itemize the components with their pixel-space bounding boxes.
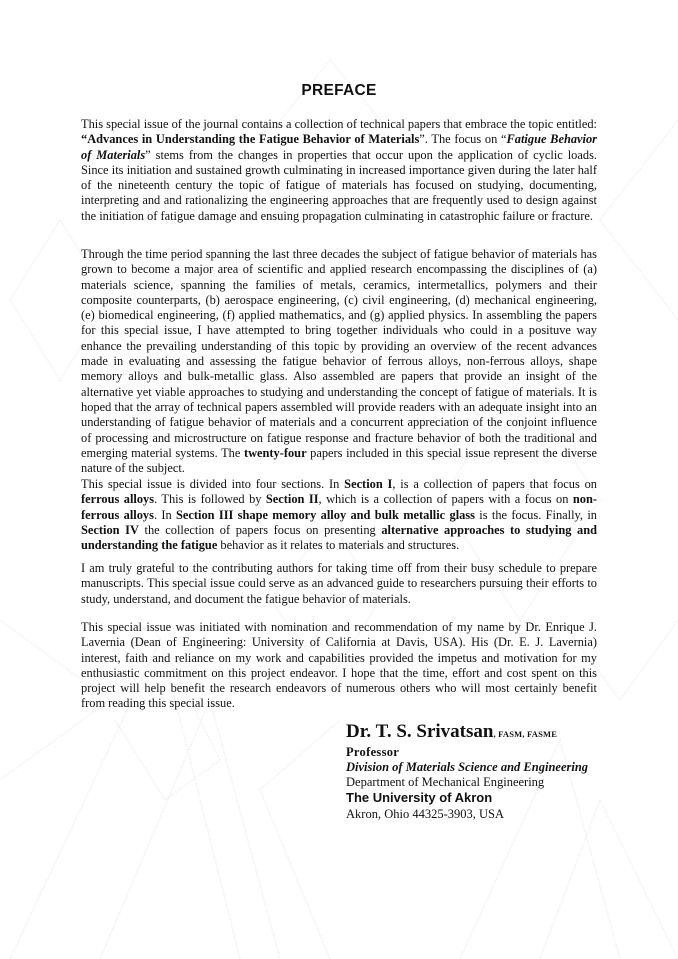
text-segment: I am truly grateful to the contributing authors for taking time off from their busy schedule to prepare manuscripts. This special issue could serve as an advanced guide to researchers pursuing their efforts to study, understand, and document the fatigue behavior of materials. <box>81 561 597 606</box>
author-role: Professor <box>346 745 400 759</box>
paragraph-acknowledgement <box>81 561 597 607</box>
author-division: Division of Materials Science and Engineering <box>346 760 589 774</box>
author-university: The University of Akron <box>346 790 493 805</box>
page-title: PREFACE <box>301 82 377 99</box>
text-segment: . In <box>153 507 177 522</box>
text-segment: Through the time period spanning the last three decades the subject of fatigue behavior of materials has grown to become a major area of scientific and applied research encompassing the disciplines of (a) materials science, spanning the families of metals, ceramics, intermetallics, polymers and their composite counterparts, (b) aerospace engineering, (c) civil engineering, (d) mechanical engineering, (e) biomedical engineering, (f) applied mathematics, and (g) applied physics. In assembling the papers for this special issue, I have attempted to bring together individuals who could in a posituve way enhance the prevailing understanding of this topic by providing an overview of the recent advances made in evaluating and assessing the fatigue behavior of ferrous alloys, non-ferrous alloys, shape memory alloys and bulk-metallic glass. Also assembled are papers that provide an insight of the alternative yet viable approaches to studying and understanding the concept of fatigue of materials. It is hoped that the array of technical papers assembled will provide readers with an adequate insight into an understanding of fatigue behavior of materials and a concurrent appreciation of the conjoint influence of processing and microstructure on fatigue response and fracture behavior of both the traditional and emerging material systems. The <box>81 247 597 460</box>
text-segment: papers included in this special issue represent the diverse nature of the subject. <box>81 445 597 476</box>
paper-count: twenty-four <box>243 445 307 460</box>
section-1-topic: ferrous alloys <box>81 492 155 507</box>
text-segment: , is a collection of papers that focus on <box>392 477 598 491</box>
author-department: Department of Mechanical Engineering <box>346 775 545 789</box>
text-segment: This special issue of the journal contains a collection of technical papers that embrace the topic entitled: <box>81 117 597 131</box>
section-3-topic: Section III shape memory alloy and bulk metallic glass <box>176 507 475 522</box>
paragraph-initiation <box>81 620 597 712</box>
text-segment: behavior as it relates to materials and structures. <box>217 538 460 553</box>
author-credentials: , FASM, FASME <box>493 729 558 739</box>
text-segment: This special issue was initiated with nomination and recommendation of my name by Dr. Enrique J. Lavernia (Dean of Engineering: University of California at Davis, USA). His (Dr. E. J. Lavernia) interest, faith and reliance on my work and capabilities provided the impetus and motivation for my enthusiastic commitment on this project endeavor. I hope that the time, effort and cost spent on this project will help benefit the research endeavors of numerous others who will most certainly benefit from reading this special issue. <box>81 620 597 711</box>
text-segment: , which is a collection of papers with a focus on <box>318 492 573 507</box>
section-1-label: Section I <box>344 477 393 491</box>
topic-title: “Advances in Understanding the Fatigue Behavior of Materials <box>81 132 420 147</box>
section-2-label: Section II <box>265 492 319 507</box>
text-segment: ” stems from the changes in properties that occur upon the application of cyclic loads. Since its initiation and sustained growth culminating in increased importance given during the later half of the nineteenth century the topic of fatigue of materials has focused on studying, documenting, interpreting and and rationalizing the engineering approaches that are frequently used to design against the initiation of fatigue damage and ensuing propagation culminating in catastrophic failure or fracture. <box>81 147 597 223</box>
author-name: Dr. T. S. Srivatsan <box>346 721 494 742</box>
text-segment: the collection of papers focus on presenting <box>138 522 382 537</box>
paragraph-scope <box>81 247 597 476</box>
text-segment: This special issue is divided into four sections. In <box>81 477 345 491</box>
signature-block <box>346 721 606 822</box>
paragraph-sections <box>81 477 597 553</box>
focus-term: Fatigue Behavior of Materials <box>81 132 597 162</box>
section-2-topic: non-ferrous alloys <box>81 492 597 522</box>
text-segment: ”. The focus on “ <box>419 132 507 147</box>
author-name-line <box>346 721 606 745</box>
section-4-label: Section IV <box>81 522 139 537</box>
text-segment: is the focus. Finally, in <box>474 507 597 522</box>
author-address: Akron, Ohio 44325-3903, USA <box>346 807 504 821</box>
section-4-topic: alternative approaches to studying and understanding the fatigue <box>81 522 597 553</box>
paragraph-intro <box>81 117 597 224</box>
text-segment: . This is followed by <box>154 492 266 507</box>
